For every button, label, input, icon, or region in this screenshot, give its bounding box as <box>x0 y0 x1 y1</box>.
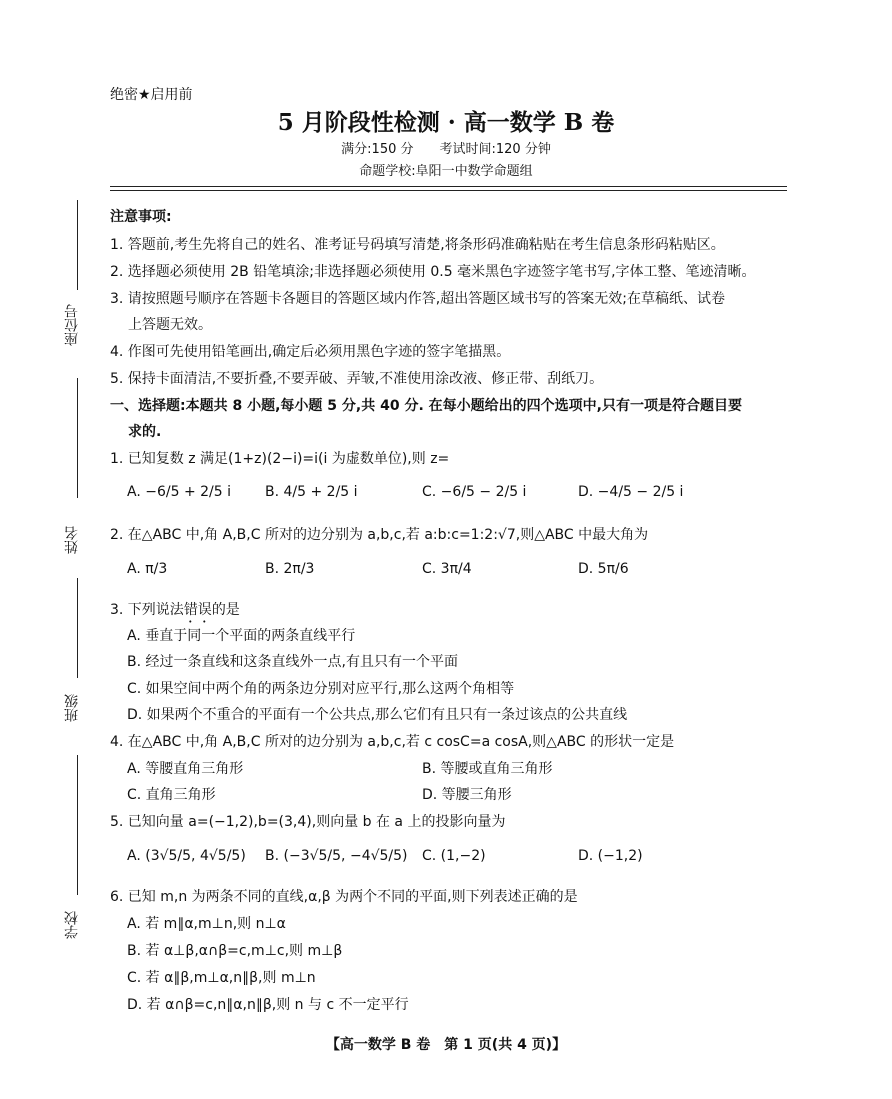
sidebar-divider-3 <box>77 578 78 678</box>
notice-item-2: 2. 选择题必须使用 2B 铅笔填涂;非选择题必须使用 0.5 毫米黑色字迹签字笔书写,字体工整、笔迹清晰。 <box>110 264 756 280</box>
score-time-info: 满分:150 分 考试时间:120 分钟 <box>341 142 551 157</box>
notice-item-4: 4. 作图可先使用铅笔画出,确定后必须用黑色字迹的签字笔描黑。 <box>110 344 511 360</box>
question-3-stem-pre: 3. 下列说法 <box>110 602 184 618</box>
question-4-option-b: B. 等腰或直角三角形 <box>422 761 553 777</box>
seat-number-label: 座位号 <box>64 304 80 346</box>
sidebar-divider-2 <box>77 378 78 498</box>
question-5-option-a: A. (3√5/5, 4√5/5) <box>127 848 246 864</box>
header-rule-bottom <box>110 190 787 191</box>
question-6-option-c: C. 若 α∥β,m⊥α,n∥β,则 m⊥n <box>127 970 316 986</box>
question-2-option-a: A. π/3 <box>127 561 168 577</box>
question-2-option-d: D. 5π/6 <box>578 561 629 577</box>
question-3-stem <box>110 599 240 626</box>
question-4-stem: 4. 在△ABC 中,角 A,B,C 所对的边分别为 a,b,c,若 c cosC=a cosA,则△ABC 的形状一定是 <box>110 734 675 750</box>
question-1-option-a: A. −6/5 + 2/5 i <box>127 484 231 500</box>
notice-heading: 注意事项: <box>110 209 172 225</box>
question-3-stem-emphasis: 错误 <box>183 602 212 618</box>
question-3-stem-post: 的是 <box>211 602 240 618</box>
notice-item-3-cont: 上答题无效。 <box>128 317 212 333</box>
section-heading: 一、选择题:本题共 8 小题,每小题 5 分,共 40 分. 在每小题给出的四个选项中,只有一项是符合题目要 <box>110 398 742 414</box>
question-2-option-b: B. 2π/3 <box>265 561 315 577</box>
section-heading-cont: 求的. <box>128 424 162 440</box>
question-2-option-c: C. 3π/4 <box>422 561 472 577</box>
question-3-option-a: A. 垂直于同一个平面的两条直线平行 <box>127 628 356 644</box>
question-3-option-c: C. 如果空间中两个角的两条边分别对应平行,那么这两个角相等 <box>127 681 515 697</box>
question-1-option-b: B. 4/5 + 2/5 i <box>265 484 358 500</box>
question-4-option-d: D. 等腰三角形 <box>422 787 512 803</box>
notice-item-3: 3. 请按照题号顺序在答题卡各题目的答题区域内作答,超出答题区域书写的答案无效;在草稿纸、试卷 <box>110 291 725 307</box>
question-5-stem: 5. 已知向量 a=(−1,2),b=(3,4),则向量 b 在 a 上的投影向量为 <box>110 814 506 830</box>
question-1-option-c: C. −6/5 − 2/5 i <box>422 484 527 500</box>
question-1-option-d: D. −4/5 − 2/5 i <box>578 484 684 500</box>
confidential-mark: 绝密★启用前 <box>110 87 193 103</box>
header-rule-top <box>110 186 787 187</box>
question-1-stem: 1. 已知复数 z 满足(1+z)(2−i)=i(i 为虚数单位),则 z= <box>110 451 450 467</box>
sidebar-divider-1 <box>77 200 78 290</box>
question-6-stem: 6. 已知 m,n 为两条不同的直线,α,β 为两个不同的平面,则下列表述正确的是 <box>110 889 578 905</box>
question-4-option-a: A. 等腰直角三角形 <box>127 761 244 777</box>
sidebar-divider-4 <box>77 755 78 895</box>
class-label: 班级 <box>64 694 80 722</box>
question-4-option-c: C. 直角三角形 <box>127 787 216 803</box>
question-6-option-b: B. 若 α⊥β,α∩β=c,m⊥c,则 m⊥β <box>127 943 343 959</box>
question-5-option-b: B. (−3√5/5, −4√5/5) <box>265 848 408 864</box>
question-3-option-d: D. 如果两个不重合的平面有一个公共点,那么它们有且只有一条过该点的公共直线 <box>127 707 628 723</box>
notice-item-1: 1. 答题前,考生先将自己的姓名、准考证号码填写清楚,将条形码准确粘贴在考生信息条形码粘贴区。 <box>110 237 725 253</box>
name-label: 姓名 <box>64 526 80 554</box>
notice-item-5: 5. 保持卡面清洁,不要折叠,不要弄破、弄皱,不准使用涂改液、修正带、刮纸刀。 <box>110 371 604 387</box>
school-label: 学校 <box>64 911 80 939</box>
question-2-stem: 2. 在△ABC 中,角 A,B,C 所对的边分别为 a,b,c,若 a:b:c=1:2:√7,则△ABC 中最大角为 <box>110 527 649 543</box>
setter-info: 命题学校:阜阳一中数学命题组 <box>359 164 533 179</box>
question-6-option-d: D. 若 α∩β=c,n∥α,n∥β,则 n 与 c 不一定平行 <box>127 997 409 1013</box>
question-5-option-c: C. (1,−2) <box>422 848 486 864</box>
question-5-option-d: D. (−1,2) <box>578 848 643 864</box>
page-title: 5 月阶段性检测 · 高一数学 B 卷 <box>277 109 615 136</box>
question-6-option-a: A. 若 m∥α,m⊥n,则 n⊥α <box>127 916 286 932</box>
page-footer: 【高一数学 B 卷 第 1 页(共 4 页)】 <box>325 1037 567 1053</box>
question-3-option-b: B. 经过一条直线和这条直线外一点,有且只有一个平面 <box>127 654 458 670</box>
